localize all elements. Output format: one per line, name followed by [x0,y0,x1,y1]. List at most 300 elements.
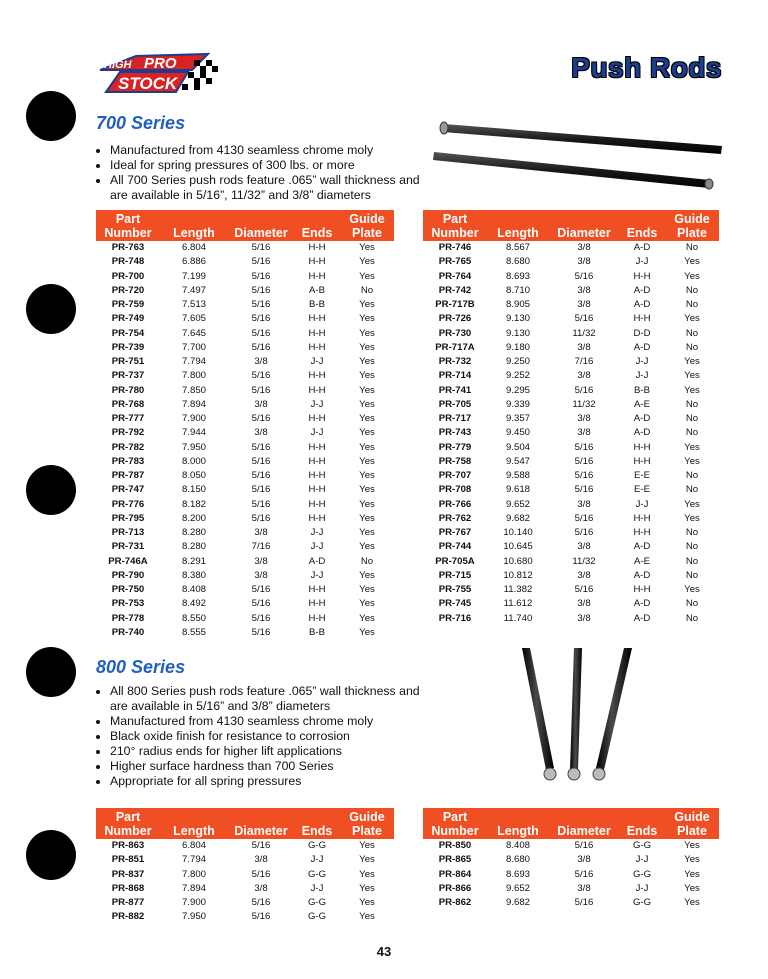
table-row [96,882,394,896]
cell-ends: A-E [634,555,650,567]
cell-length: 7.794 [181,854,206,866]
cell-diameter: 3/8 [577,413,591,424]
cell-part-number: PR-795 [111,512,145,524]
cell-ends: G-G [307,897,327,908]
cell-diameter: 5/16 [574,455,594,467]
cell-diameter: 3/8 [254,356,268,367]
cell-ends: J-J [635,498,649,510]
table-row [96,241,394,255]
cell-ends: J-J [310,427,324,439]
cell-length: 7.513 [181,299,206,310]
cell-guide-plate: Yes [359,626,375,638]
cell-ends: H-H [308,270,326,282]
cell-ends: H-H [308,313,326,325]
cell-length: 7.900 [181,897,206,908]
cell-guide-plate: Yes [684,868,700,880]
cell-part-number: PR-783 [111,455,145,467]
cell-diameter: 5/16 [251,384,271,396]
cell-part-number: PR-717A [435,341,475,353]
cell-guide-plate: Yes [359,512,375,524]
cell-diameter: 3/8 [577,612,591,624]
series-700-table-left [96,210,394,640]
cell-length: 10.140 [503,527,533,538]
cell-guide-plate: Yes [359,413,375,424]
cell-length: 7.894 [181,398,206,410]
col-part-number: Part Number [96,210,160,241]
cell-length: 7.900 [181,413,206,424]
cell-diameter: 5/16 [251,284,271,296]
cell-length: 9.357 [505,413,530,424]
cell-part-number: PR-790 [111,569,145,581]
cell-diameter: 5/16 [574,470,594,481]
cell-length: 7.199 [181,270,206,282]
table-row [96,384,394,398]
table-row [423,469,719,483]
col-diameter: Diameter [549,210,619,241]
cell-diameter: 3/8 [577,242,591,253]
cell-ends: H-H [308,370,326,382]
col-part-number: Part Number [96,808,160,839]
cell-diameter: 5/16 [574,527,594,538]
cell-diameter: 3/8 [577,256,591,268]
col-ends: Ends [619,210,665,241]
cell-ends: A-B [309,284,325,296]
cell-ends: H-H [633,584,651,595]
cell-guide-plate: Yes [359,612,375,624]
cell-guide-plate: No [685,598,699,610]
cell-ends: H-H [633,527,651,538]
table-row [423,555,719,569]
cell-diameter: 3/8 [254,569,268,581]
table-row [423,483,719,497]
cell-guide-plate: No [685,527,699,538]
cell-ends: H-H [308,584,326,595]
cell-diameter: 5/16 [251,598,271,610]
cell-part-number: PR-700 [111,270,145,282]
cell-part-number: PR-767 [438,527,472,538]
table-row [423,241,719,255]
table-row [423,498,719,512]
cell-length: 8.000 [181,455,206,467]
table-row [423,839,719,853]
cell-ends: J-J [635,882,649,894]
cell-part-number: PR-780 [111,384,145,396]
cell-length: 8.680 [505,854,530,866]
cell-part-number: PR-787 [111,470,145,481]
feature-item: • All 700 Series push rods feature .065” wall thickness and are available in 5/16”, 11/32” and 3/8” diameters [110,173,430,203]
cell-diameter: 5/16 [251,441,271,453]
cell-length: 9.504 [505,441,530,453]
cell-length: 9.547 [505,455,530,467]
cell-length: 8.150 [181,484,206,496]
table-row [96,498,394,512]
cell-length: 10.645 [503,541,533,553]
table-header-row [423,808,719,839]
cell-part-number: PR-782 [111,441,145,453]
cell-diameter: 5/16 [251,455,271,467]
cell-length: 9.339 [505,398,530,410]
cell-diameter: 5/16 [251,484,271,496]
table-row [96,868,394,882]
cell-ends: A-D [633,284,651,296]
table-row [96,526,394,540]
cell-part-number: PR-739 [111,341,145,353]
binder-hole [26,465,76,515]
table-row [96,555,394,569]
cell-length: 7.645 [181,327,206,339]
cell-ends: B-B [309,626,325,638]
series-700-title: 700 Series [96,113,186,133]
cell-length: 8.280 [181,527,206,538]
cell-ends: J-J [310,541,324,553]
table-row [96,255,394,269]
table-row [96,569,394,583]
cell-diameter: 3/8 [577,598,591,610]
cell-length: 8.567 [505,242,530,253]
cell-diameter: 5/16 [574,840,594,851]
table-row [96,853,394,867]
table-row [96,455,394,469]
cell-guide-plate: Yes [684,455,700,467]
cell-ends: G-G [632,897,652,908]
cell-ends: A-D [633,242,651,253]
table-row [96,512,394,526]
cell-ends: H-H [308,455,326,467]
table-row [423,540,719,554]
cell-ends: G-G [632,868,652,880]
feature-item: • Manufactured from 4130 seamless chrome moly [110,143,430,158]
cell-guide-plate: Yes [684,256,700,268]
cell-guide-plate: Yes [359,868,375,880]
cell-guide-plate: No [685,427,699,439]
cell-length: 11.612 [503,598,533,610]
cell-diameter: 5/16 [574,384,594,396]
cell-guide-plate: Yes [359,384,375,396]
cell-guide-plate: Yes [684,313,700,325]
cell-guide-plate: Yes [684,897,700,908]
cell-ends: H-H [308,256,326,268]
table-row [96,298,394,312]
cell-ends: A-D [633,541,651,553]
series-700-table-right [423,210,719,626]
table-row [96,469,394,483]
cell-guide-plate: No [685,327,699,339]
table-row [96,412,394,426]
cell-diameter: 3/8 [577,370,591,382]
cell-ends: E-E [634,470,650,481]
binder-hole [26,284,76,334]
cell-guide-plate: Yes [359,441,375,453]
cell-part-number: PR-765 [438,256,472,268]
cell-ends: A-D [633,299,651,310]
cell-part-number: PR-717B [435,299,475,310]
cell-length: 8.905 [505,299,530,310]
cell-ends: G-G [307,840,327,851]
cell-part-number: PR-705 [438,398,472,410]
table-row [96,583,394,597]
table-row [96,327,394,341]
cell-guide-plate: Yes [359,484,375,496]
cell-length: 9.295 [505,384,530,396]
cell-part-number: PR-713 [111,527,145,538]
col-guide-plate: Guide Plate [340,210,394,241]
col-guide-plate: Guide Plate [340,808,394,839]
cell-diameter: 5/16 [251,370,271,382]
cell-diameter: 3/8 [254,555,268,567]
table-row [423,298,719,312]
cell-diameter: 3/8 [577,882,591,894]
table-row [423,868,719,882]
feature-item: • Higher surface hardness than 700 Series [110,759,440,774]
cell-ends: H-H [308,242,326,253]
cell-guide-plate: Yes [359,527,375,538]
cell-length: 9.180 [505,341,530,353]
table-row [96,626,394,640]
cell-part-number: PR-753 [111,598,145,610]
col-length: Length [160,808,228,839]
col-length: Length [487,210,549,241]
table-row [423,583,719,597]
cell-part-number: PR-777 [111,413,145,424]
cell-guide-plate: Yes [684,840,700,851]
table-header-row [423,210,719,241]
cell-guide-plate: Yes [359,840,375,851]
cell-diameter: 5/16 [251,341,271,353]
cell-part-number: PR-707 [438,470,472,481]
cell-diameter: 3/8 [577,498,591,510]
cell-ends: H-H [308,484,326,496]
cell-length: 11.740 [503,612,533,624]
cell-part-number: PR-851 [111,854,145,866]
cell-guide-plate: Yes [359,541,375,553]
page-title: Push Rods [571,52,722,83]
cell-length: 9.250 [505,356,530,367]
col-diameter: Diameter [549,808,619,839]
cell-guide-plate: No [685,555,699,567]
cell-diameter: 5/16 [251,612,271,624]
cell-part-number: PR-766 [438,498,472,510]
cell-part-number: PR-715 [438,569,472,581]
cell-ends: J-J [310,527,324,538]
cell-part-number: PR-730 [438,327,472,339]
table-row [423,455,719,469]
cell-guide-plate: Yes [684,270,700,282]
feature-item: • All 800 Series push rods feature .065” wall thickness and are available in 5/16” and 3/8” diameters [110,684,440,714]
feature-item: • Manufactured from 4130 seamless chrome moly [110,714,440,729]
cell-guide-plate: Yes [684,584,700,595]
cell-part-number: PR-758 [438,455,472,467]
cell-length: 8.550 [181,612,206,624]
cell-diameter: 3/8 [577,299,591,310]
cell-length: 11.382 [503,584,533,595]
cell-part-number: PR-717 [438,413,472,424]
cell-part-number: PR-726 [438,313,472,325]
cell-length: 9.682 [505,512,530,524]
cell-diameter: 5/16 [251,868,271,880]
cell-diameter: 3/8 [254,527,268,538]
cell-length: 7.700 [181,341,206,353]
cell-guide-plate: Yes [359,569,375,581]
cell-part-number: PR-868 [111,882,145,894]
cell-diameter: 5/16 [251,242,271,253]
table-row [423,284,719,298]
cell-guide-plate: Yes [359,498,375,510]
cell-guide-plate: Yes [684,512,700,524]
table-row [423,526,719,540]
table-row [423,384,719,398]
table-row [423,612,719,626]
table-row [96,312,394,326]
cell-guide-plate: Yes [359,854,375,866]
cell-ends: H-H [633,313,651,325]
cell-diameter: 5/16 [574,584,594,595]
cell-diameter: 3/8 [577,541,591,553]
cell-length: 9.652 [505,498,530,510]
cell-diameter: 5/16 [574,441,594,453]
cell-guide-plate: Yes [359,598,375,610]
table-row [423,853,719,867]
binder-hole [26,830,76,880]
table-header-row [96,210,394,241]
cell-diameter: 5/16 [251,626,271,638]
cell-length: 7.605 [181,313,206,325]
cell-diameter: 5/16 [574,512,594,524]
col-ends: Ends [294,210,340,241]
cell-length: 8.380 [181,569,206,581]
cell-diameter: 5/16 [251,270,271,282]
cell-part-number: PR-732 [438,356,472,367]
cell-part-number: PR-746 [438,242,472,253]
cell-length: 7.800 [181,868,206,880]
cell-length: 6.886 [181,256,206,268]
cell-part-number: PR-744 [438,541,472,553]
series-800-title: 800 Series [96,657,186,677]
cell-guide-plate: Yes [359,911,375,923]
svg-text:PRO: PRO [144,55,177,72]
cell-part-number: PR-779 [438,441,472,453]
svg-text:STOCK: STOCK [118,74,178,93]
cell-guide-plate: Yes [359,313,375,325]
cell-ends: A-D [633,569,651,581]
cell-length: 9.682 [505,897,530,908]
cell-diameter: 5/16 [574,897,594,908]
cell-part-number: PR-731 [111,541,145,553]
cell-length: 9.130 [505,313,530,325]
cell-diameter: 5/16 [251,498,271,510]
cell-ends: B-B [309,299,325,310]
cell-length: 7.894 [181,882,206,894]
push-rod-photo-800 [516,646,646,786]
table-row [423,398,719,412]
cell-ends: J-J [310,398,324,410]
cell-diameter: 5/16 [251,470,271,481]
cell-length: 8.291 [181,555,206,567]
cell-part-number: PR-746A [108,555,148,567]
cell-diameter: 11/32 [572,398,596,410]
cell-guide-plate: No [685,470,699,481]
cell-part-number: PR-748 [111,256,145,268]
cell-guide-plate: Yes [359,427,375,439]
cell-diameter: 5/16 [574,484,594,496]
col-length: Length [487,808,549,839]
cell-diameter: 5/16 [574,868,594,880]
cell-diameter: 3/8 [254,854,268,866]
cell-ends: J-J [310,882,324,894]
cell-ends: H-H [633,455,651,467]
cell-guide-plate: Yes [684,441,700,453]
cell-guide-plate: No [685,242,699,253]
col-guide-plate: Guide Plate [665,808,719,839]
cell-length: 6.804 [181,840,206,851]
table-row [96,896,394,910]
cell-ends: E-E [634,484,650,496]
cell-diameter: 7/16 [574,356,594,367]
table-row [96,540,394,554]
cell-guide-plate: Yes [359,584,375,595]
series-800-table-left [96,808,394,925]
cell-part-number: PR-705A [435,555,475,567]
table-row [96,398,394,412]
cell-guide-plate: No [685,541,699,553]
cell-length: 8.710 [505,284,530,296]
cell-length: 8.492 [181,598,206,610]
cell-guide-plate: No [360,284,374,296]
cell-length: 7.800 [181,370,206,382]
table-row [423,312,719,326]
cell-guide-plate: Yes [359,299,375,310]
table-row [423,355,719,369]
cell-ends: H-H [308,470,326,481]
cell-diameter: 7/16 [251,541,271,553]
cell-guide-plate: No [685,413,699,424]
binder-hole [26,647,76,697]
cell-part-number: PR-865 [438,854,472,866]
table-row [423,426,719,440]
cell-guide-plate: No [685,569,699,581]
cell-length: 8.200 [181,512,206,524]
cell-length: 8.408 [505,840,530,851]
cell-length: 8.680 [505,256,530,268]
table-row [423,441,719,455]
cell-part-number: PR-862 [438,897,472,908]
cell-length: 7.497 [181,284,206,296]
cell-guide-plate: Yes [684,498,700,510]
col-ends: Ends [294,808,340,839]
table-row [96,483,394,497]
table-row [96,839,394,853]
cell-ends: H-H [308,612,326,624]
cell-diameter: 5/16 [251,911,271,923]
cell-ends: B-B [634,384,650,396]
cell-diameter: 5/16 [574,313,594,325]
binder-hole [26,91,76,141]
table-row [96,612,394,626]
cell-ends: A-D [308,555,326,567]
cell-part-number: PR-708 [438,484,472,496]
cell-guide-plate: No [685,398,699,410]
cell-ends: H-H [308,384,326,396]
cell-guide-plate: Yes [359,882,375,894]
col-ends: Ends [619,808,665,839]
cell-ends: H-H [308,413,326,424]
cell-diameter: 5/16 [251,299,271,310]
cell-part-number: PR-747 [111,484,145,496]
feature-item: • Black oxide finish for resistance to corrosion [110,729,440,744]
cell-ends: H-H [308,598,326,610]
table-row [423,369,719,383]
cell-part-number: PR-776 [111,498,145,510]
cell-diameter: 3/8 [577,854,591,866]
